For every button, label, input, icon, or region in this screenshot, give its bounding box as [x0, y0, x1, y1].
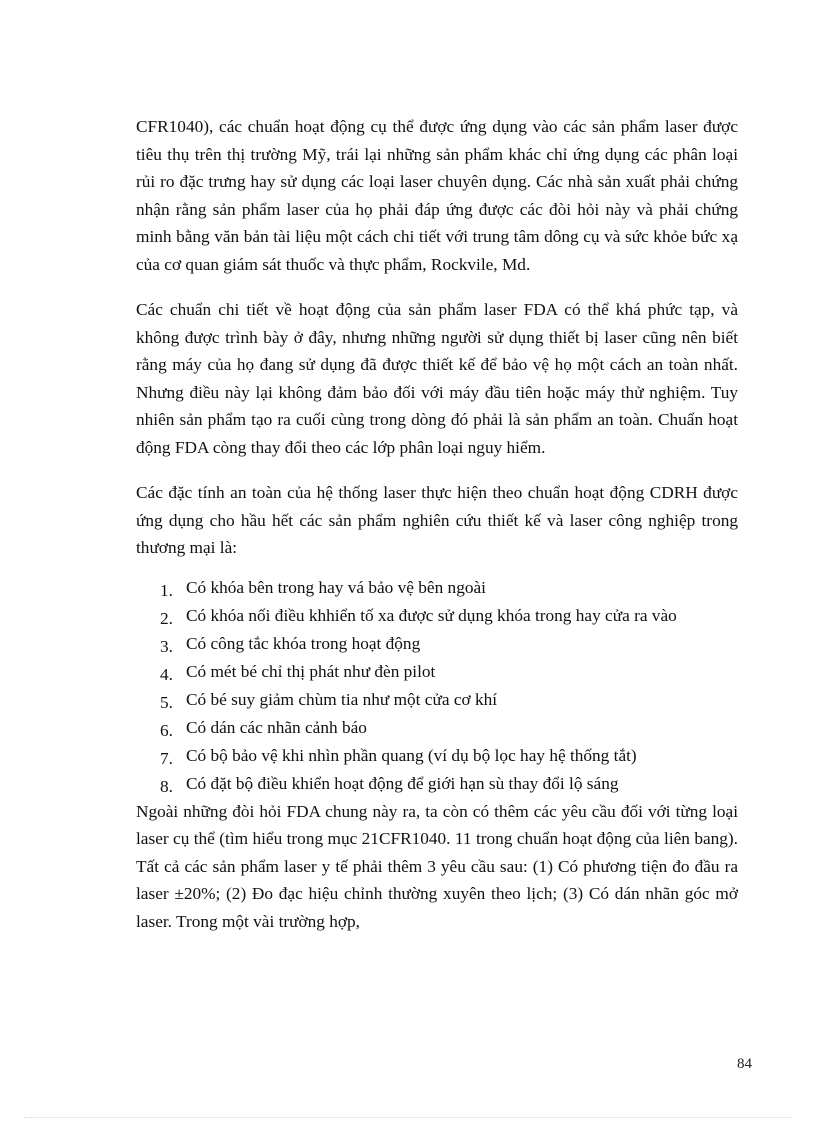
list-item: [136, 630, 738, 658]
paragraph-2: Các chuẩn chi tiết về hoạt động của sản phẩm laser FDA có thể khá phức tạp, và không được trình bày ở đây, nhưng những người sử dụng thiết bị laser cũng nên biết rằng máy của họ đang sử dụng đã được thiết kế để bảo vệ họ một cách an toàn nhất. Nhưng điều này lại không đảm bảo đối với máy đầu tiên hoặc máy thử nghiệm. Tuy nhiên sản phẩm tạo ra cuối cùng trong dòng đó phải là sản phẩm an toàn. Chuẩn hoạt động FDA còng thay đổi theo các lớp phân loại nguy hiểm.: [136, 300, 738, 457]
list-item: [136, 714, 738, 742]
paragraph-3: Các đặc tính an toàn của hệ thống laser thực hiện theo chuẩn hoạt động CDRH được ứng dụng cho hầu hết các sản phẩm nghiên cứu thiết kế và laser công nghiệp trong thương mại là:: [136, 483, 738, 557]
list-item: [136, 770, 738, 798]
list-item: [136, 602, 738, 630]
safety-features-list: [136, 574, 738, 798]
list-item-text: Có đặt bộ điều khiển hoạt động để giới hạn sù thay đổi lộ sáng: [186, 773, 619, 793]
list-item-text: Có công tắc khóa trong hoạt động: [186, 633, 421, 653]
list-item: [136, 574, 738, 602]
list-item-text: Có dán các nhãn cảnh báo: [186, 717, 367, 737]
list-item: [136, 742, 738, 770]
list-item-number: 4.: [160, 664, 173, 684]
page-number: 84: [737, 1056, 752, 1072]
page-bottom-divider: [24, 1117, 792, 1118]
list-item-text: Có khóa bên trong hay vá bảo vệ bên ngoài: [186, 577, 486, 597]
list-item: [136, 658, 738, 686]
list-item-text: Có bé suy giảm chùm tia như một cửa cơ khí: [186, 689, 498, 709]
closing-paragraph: Ngoài những đòi hỏi FDA chung này ra, ta còn có thêm các yêu cầu đối với từng loại laser cụ thể (tìm hiểu trong mục 21CFR1040. 11 trong chuẩn hoạt động của liên bang). Tất cả các sản phẩm laser y tế phải thêm 3 yêu cầu sau: (1) Có phương tiện đo đầu ra laser ±20%; (2) Đo đạc hiệu chỉnh thường xuyên theo lịch; (3) Có dán nhãn góc mở laser. Trong một vài trường hợp,: [136, 801, 738, 931]
list-item-number: 5.: [160, 692, 173, 712]
list-item-number: 8.: [160, 776, 173, 796]
list-item-number: 3.: [160, 636, 173, 656]
list-item-number: 7.: [160, 748, 173, 768]
list-item-text: Có mét bé chỉ thị phát như đèn pilot: [186, 661, 436, 681]
list-item: [136, 686, 738, 714]
list-item-number: 1.: [160, 580, 173, 600]
list-item-number: 6.: [160, 720, 173, 740]
list-item-text: Có bộ bảo vệ khi nhìn phần quang (ví dụ bộ lọc hay hệ thống tắt): [186, 745, 637, 765]
paragraph-1: CFR1040), các chuẩn hoạt động cụ thể được ứng dụng vào các sản phẩm laser được tiêu thụ trên thị trường Mỹ, trái lại những sản phẩm khác chỉ ứng dụng các phân loại rủi ro đặc trưng hay sử dụng các loại laser chuyên dụng. Các nhà sản xuất phải chứng nhận rằng sản phẩm laser của họ phải đáp ứng được các đòi hỏi này và phải chứng minh bằng văn bản tài liệu một cách chi tiết với trung tâm dông cụ và sức khỏe bức xạ của cơ quan giám sát thuốc và thực phẩm, Rockvile, Md.: [136, 117, 738, 274]
page-content: [136, 113, 738, 935]
list-item-text: Có khóa nối điều khhiển tố xa được sử dụng khóa trong hay cửa ra vào: [186, 605, 677, 625]
list-item-number: 2.: [160, 608, 173, 628]
